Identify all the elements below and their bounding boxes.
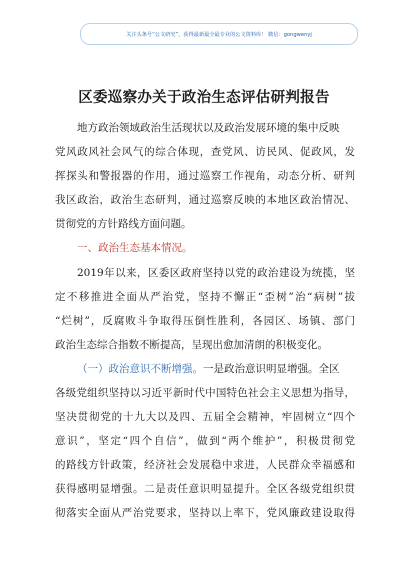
body-line: 的路线方针政策，经济社会发展稳中求进，人民群众幸福感和: [55, 459, 355, 471]
intro-line: 挥探头和警报器的作用，通过巡察工作视角，动态分析、研判: [55, 170, 355, 182]
body-line: 2019年以来，区委区政府坚持以党的政治建设为统揽，坚: [77, 267, 355, 279]
intro-line: 贯彻党的方针路线方面问题。: [55, 218, 192, 230]
body-line: 政治生态综合指数不断提高，呈现出愈加清朗的积极变化。: [55, 339, 328, 351]
body-line: 彻落实全面从严治党要求，坚持以上率下，党风廉政建设取得: [55, 507, 355, 519]
subheading-text: 一是政治意识明显增强。全区: [203, 363, 340, 375]
intro-line: 地方政治领域政治生活现状以及政治发展环境的集中反映: [77, 122, 340, 134]
section-heading: 一、政治生态基本情况。: [77, 242, 193, 254]
body-line: 坚决贯彻党的十九大以及四、五届全会精神，牢固树立“四个: [55, 411, 355, 423]
document-title: 区委巡察办关于政治生态评估研判报告: [78, 90, 330, 106]
promo-banner-text: 关注头条号“公文研究”，获得最新最全最专业的公文资料库！ 微信：gongwenyj: [126, 31, 312, 38]
promo-banner: [80, 23, 358, 45]
body-line: “烂树”，反腐败斗争取得压倒性胜利，各园区、场镇、部门: [55, 315, 355, 327]
body-line: 意识”，坚定“四个自信”，做到“两个维护”，积极贯彻党: [55, 435, 355, 447]
intro-line: 党风政风社会风气的综合体现，查党风、访民风、促政风，发: [55, 146, 355, 158]
body-line: 各级党组织坚持以习近平新时代中国特色社会主义思想为指导，: [55, 387, 355, 399]
intro-line: 我区政治，政治生态研判，通过巡察反映的本地区政治情况、: [55, 194, 355, 206]
body-line: 定不移推进全面从严治党，坚持不懈正“歪树”治“病树”拔: [55, 291, 355, 303]
subheading-line: [77, 364, 355, 375]
subheading-label: （一）政治意识不断增强。: [77, 363, 203, 375]
body-line: 获得感明显增强。二是责任意识明显提升。全区各级党组织贯: [55, 483, 355, 495]
